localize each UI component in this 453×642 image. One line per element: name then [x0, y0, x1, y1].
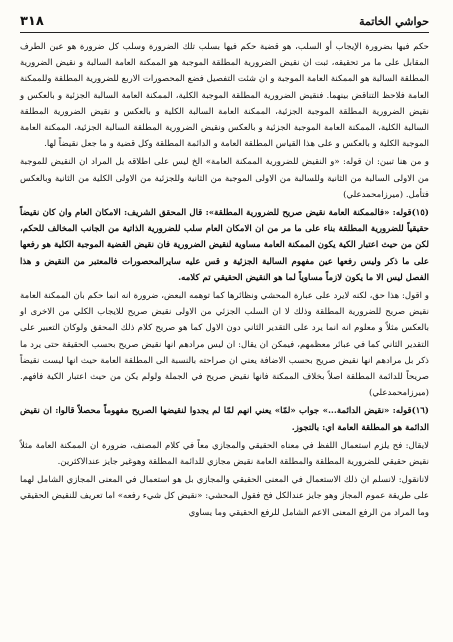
paragraph-5: (١٦)قوله: «نقيض الدائمة...» جواب «لمّا» يعني انهم لمّا لم يجدوا لنقيضها الصريح مفهوماً محصلاً قالوا: ان نقيض الدائمة هو المطلقة العامة اي: بالتجوز. — [20, 406, 429, 433]
paragraph-3: (١٥)قوله: «فالممكنة العامة نقيض صريح للضرورية المطلقة»: قال المحقق الشريف: الامكان العام وان كان نقيضاً حقيقياً للضرورية المطلقة بناء على ما مر من ان الامكان العام سلب للضرورية الذاتية من الجانب المخالف للحكم، لكن من حيث اعتبار الكية يكون الممكنة العامة مساوية لنقيض الضرورية فان نقيض القضية الموجبة الكلية هو رفعها على ما ذكر وليس رفعها عين مفهوم السالبة الجزئية و قس عليه سايرالمحصورات فالمعتبر من النقيض و هذا الفصل ليس الا ما يكون لازماً مساوياً لما هو النقيض الحقيقي تم كلامه. — [20, 208, 429, 283]
paragraph-6: لايقال: فح يلزم استعمال اللفظ في معناه الحقيقي والمجازي معاً في كلام المصنف، ضرورة ان الممكنة العامة مثلاً نقيض حقيقي للضرورية المطلقة والمطلقة العامة نقيض مجازي للدائمة المطلقة وهوغير جايز عندالاكثرين. — [20, 440, 429, 468]
running-title: حواشي الخاتمة — [359, 14, 429, 28]
page-body — [20, 39, 429, 521]
paragraph-2: و من هنا تبين: ان قوله: «و النقيض للضرورية الممكنة العامة» الخ ليس على اطلاقه بل المراد ان النقيض للموجبة من الاولى السالبة من الثانية وللسالبة من الاولى الموجبة من الثانية وللجزئية من الاولى الكلية من الثانية وبالعكس فتأمل. (ميرزامحمدعلي) — [20, 157, 429, 200]
paragraph-4: و اقول: هذا حق، لكنه لايرد على عبارة المحشي ونظائرها كما توهمه البعض، ضرورة انه انما حكم بان الممكنة العامة نقيض صريح للضرورية المطلقة وذلك لا ان السلب الجزئي من الاولى نقيض صريح للايجاب الكلي من الاخرى او بالعكس مثلاً و معلوم انه انما يرد على التقدير الثاني دون الاول كما هو صريح كلام ذلك المحقق ولوكان التعبير على التقدير الثاني كما في عبائر معظمهم، فيمكن ان يقال: ان ليس مرادهم انها نقيض صريح بحسب الحقيقة حتى يرد ما ذكر بل مرادهم انها نقيض صريح بحسب الاضافة يعني ان صراحته بالنسبة الى المطلقة العامة حيث انها ليست نقيضاً صريحاً للدائمة المطلقة اصلاً بخلاف الممكنة فانها نقيض صريح في الجملة ولولم يكن من حيث اعتبار الكية فافهم. (ميرزامحمدعلي) — [20, 291, 429, 399]
paragraph-7: لانانقول: لانسلم ان ذلك الاستعمال في المعنى الحقيقي والمجازي بل هو استعمال في المعنى المجازي الشامل لهما على طريقة عموم المجاز وهو جايز عندالكل فح فقول المحشي: «نقيض كل شيء رفعه» اما تعريف للنقيض الحقيقي وما المراد من الرفع المعنى الاعم الشامل للرفع الحقيقي وما يساوي — [20, 475, 429, 518]
page-header — [20, 10, 429, 33]
paragraph-1: حكم فيها بضرورة الإيجاب أو السلب، هو قضية حكم فيها بسلب تلك الضرورة وسلب كل ضرورة هو عين الطرف المقابل على ما مر تحقيقه، ثبت ان نقيض الضرورية المطلقة الموجبة هو الممكنة العامة السالبة و نقيض الضرورية المطلقة السالبة هو الممكنة العامة الموجبة و ان شئت التفصيل فضع المحصورات الاربع للضرورية المطلقة وللممكنة العامة فلاحظ التناقض بينهما. فنقيض الضرورية المطلقة الموجبة الكلية، الممكنة العامة السالبة الجزئية و بالعكس و نقيض الضرورية المطلقة الموجبة الجزئية، الممكنة العامة السالبة الكلية و بالعكس و نقيض الضرورية المطلقة السالبة الكلية، الممكنة العامة الموجبة الجزئية و بالعكس ونقيض الضرورية المطلقة السالبة الجزئية، الممكنة العامة الموجبة الكلية و بالعكس و على هذا القياس المطلقة العامة و الدائمة المطلقة وكل قضية و ما جعل نقيضاً لها. — [20, 42, 429, 150]
page-number: ٣١٨ — [20, 13, 44, 29]
